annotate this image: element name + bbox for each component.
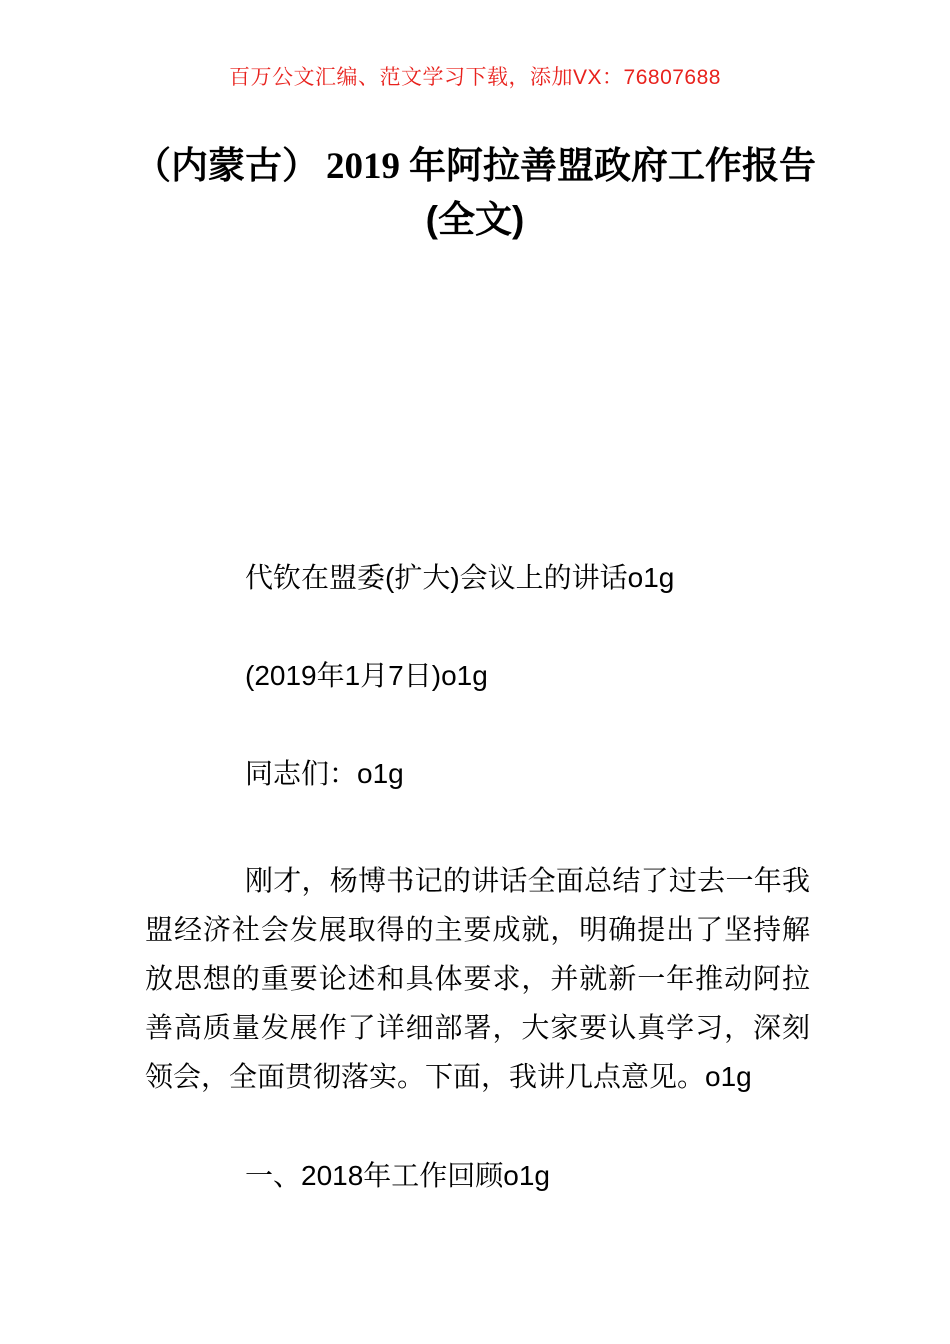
title-line1	[134, 145, 816, 186]
section-heading-2018-review: 一、2018年工作回顾o1g	[245, 1160, 551, 1191]
salutation-line: 同志们：o1g	[245, 758, 404, 789]
title-region-prefix: （内蒙古）	[134, 145, 319, 186]
title-year: 2019	[326, 146, 400, 187]
speech-date-line: (2019年1月7日)o1g	[245, 660, 488, 691]
title-subtitle-fulltext: (全文)	[425, 199, 525, 240]
promo-text: 百万公文汇编、范文学习下载，添加VX：76807688	[229, 66, 721, 89]
title-report-name: 年阿拉善盟政府工作报告	[409, 145, 816, 186]
promo-banner	[0, 0, 950, 92]
speech-title-line: 代钦在盟委(扩大)会议上的讲话o1g	[245, 562, 675, 593]
paragraph-opening-remarks: 刚才，杨博书记的讲话全面总结了过去一年我盟经济社会发展取得的主要成就，明确提出了坚持解放思想的重要论述和具体要求，并就新一年推动阿拉善高质量发展作了详细部署，大家要认真学习，深刻领会，全面贯彻落实。下面，我讲几点意见。o1g	[145, 865, 810, 1092]
document-title	[0, 139, 950, 246]
document-body	[0, 553, 950, 1200]
